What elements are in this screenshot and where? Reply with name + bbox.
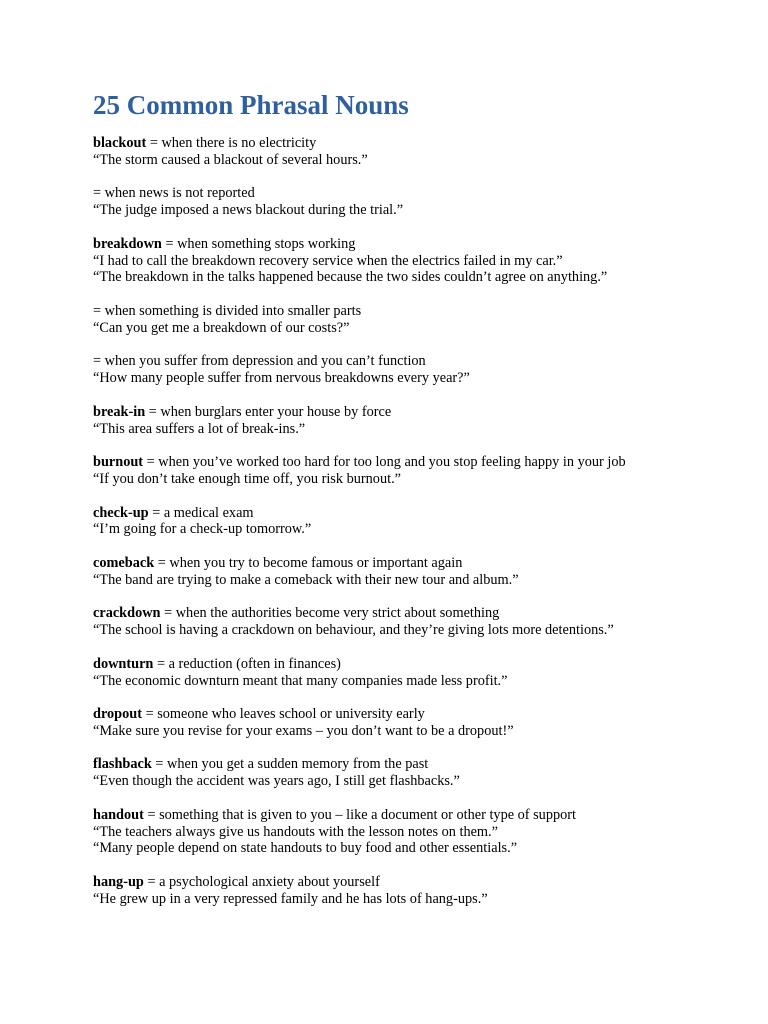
definition-line	[93, 555, 733, 572]
example-sentence: “The economic downturn meant that many companies made less profit.”	[93, 672, 508, 689]
definition-text: = when something stops working	[165, 235, 356, 252]
document-page	[93, 88, 733, 924]
phrasal-noun-term: hang-up	[93, 874, 144, 891]
definition-text: = when something is divided into smaller parts	[93, 302, 362, 319]
example-sentence: “The judge imposed a news blackout during the trial.”	[93, 202, 404, 219]
phrasal-noun-term: crackdown	[93, 605, 161, 622]
entry	[93, 706, 733, 740]
definition-text: = when you try to become famous or important again	[157, 554, 463, 571]
definition-line	[93, 505, 733, 522]
definition-text: = a psychological anxiety about yourself	[147, 874, 380, 891]
definition-line	[93, 135, 733, 152]
example-sentence: “I’m going for a check-up tomorrow.”	[93, 521, 312, 538]
example-sentence: “If you don’t take enough time off, you risk burnout.”	[93, 470, 401, 487]
phrasal-noun-term: check-up	[93, 504, 149, 521]
phrasal-noun-term: downturn	[93, 655, 154, 672]
example-sentence: “I had to call the breakdown recovery service when the electrics failed in my car.”	[93, 252, 563, 269]
example-sentence: “Make sure you revise for your exams – you don’t want to be a dropout!”	[93, 722, 514, 739]
example-sentence: “The breakdown in the talks happened because the two sides couldn’t agree on anything.”	[93, 269, 608, 286]
definition-text: = when you get a sudden memory from the past	[155, 756, 429, 773]
phrasal-noun-term: comeback	[93, 554, 155, 571]
definition-text: = when news is not reported	[93, 185, 255, 202]
definition-text: = when the authorities become very strict about something	[164, 605, 500, 622]
definition-line	[93, 807, 733, 824]
phrasal-noun-term: dropout	[93, 706, 142, 723]
definition-line	[93, 874, 733, 891]
entry	[93, 505, 733, 539]
definition-line	[93, 303, 733, 320]
definition-text: = when burglars enter your house by force	[148, 403, 392, 420]
definition-text: = someone who leaves school or university early	[145, 706, 425, 723]
definition-line	[93, 756, 733, 773]
entry	[93, 185, 733, 219]
definition-line	[93, 605, 733, 622]
entry	[93, 807, 733, 857]
phrasal-noun-term: breakdown	[93, 235, 162, 252]
document-title: 25 Common Phrasal Nouns	[93, 90, 409, 120]
definition-line	[93, 656, 733, 673]
phrasal-noun-term: blackout	[93, 135, 147, 151]
example-sentence: “Even though the accident was years ago, I still get flashbacks.”	[93, 773, 460, 790]
definition-line	[93, 404, 733, 421]
entry	[93, 135, 733, 169]
example-sentence: “The school is having a crackdown on behaviour, and they’re giving lots more detentions.”	[93, 622, 614, 639]
entry	[93, 404, 733, 438]
entry	[93, 353, 733, 387]
definition-line	[93, 236, 733, 253]
entry	[93, 605, 733, 639]
phrasal-noun-term: burnout	[93, 454, 144, 471]
example-sentence: “Can you get me a breakdown of our costs?”	[93, 319, 350, 336]
example-sentence: “The teachers always give us handouts with the lesson notes on them.”	[93, 823, 498, 840]
example-sentence: “How many people suffer from nervous breakdowns every year?”	[93, 370, 470, 387]
phrasal-noun-term: handout	[93, 806, 144, 823]
entry	[93, 656, 733, 690]
entry	[93, 303, 733, 337]
example-sentence: “This area suffers a lot of break-ins.”	[93, 420, 306, 437]
example-sentence: “The storm caused a blackout of several hours.”	[93, 151, 368, 168]
entry	[93, 756, 733, 790]
example-sentence: “Many people depend on state handouts to buy food and other essentials.”	[93, 840, 518, 857]
definition-text: = when there is no electricity	[149, 135, 317, 151]
definition-text: = something that is given to you – like a document or other type of support	[147, 806, 577, 823]
entry	[93, 874, 733, 908]
entry	[93, 454, 733, 488]
phrasal-noun-term: break-in	[93, 403, 146, 420]
definition-text: = when you’ve worked too hard for too long and you stop feeling happy in your job	[146, 454, 626, 471]
phrasal-noun-term: flashback	[93, 756, 152, 773]
definition-line	[93, 353, 733, 370]
definition-line	[93, 706, 733, 723]
entry	[93, 555, 733, 589]
definition-text: = when you suffer from depression and you can’t function	[93, 353, 426, 370]
definition-line	[93, 454, 733, 471]
entry-list	[93, 135, 733, 908]
definition-text: = a reduction (often in finances)	[156, 655, 341, 672]
definition-text: = a medical exam	[152, 504, 254, 521]
entry	[93, 236, 733, 286]
example-sentence: “The band are trying to make a comeback with their new tour and album.”	[93, 571, 519, 588]
definition-line	[93, 185, 733, 202]
example-sentence: “He grew up in a very repressed family and he has lots of hang-ups.”	[93, 890, 488, 907]
